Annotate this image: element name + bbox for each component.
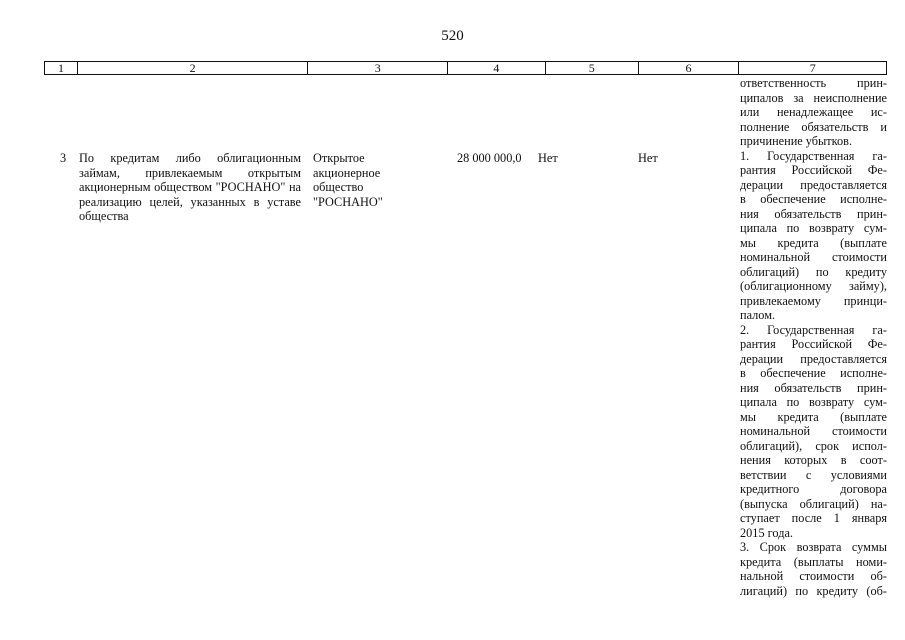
header-col-2: 2 (78, 62, 308, 74)
conditions-line: номинальной стоимости (740, 424, 887, 438)
conditions-line: ния обязательств прин- (740, 380, 887, 395)
conditions-line: ципала по возврату сум- (740, 221, 887, 235)
conditions-line: нения которых в соот- (740, 453, 887, 467)
conditions-line: (облигационному займу), (740, 279, 887, 293)
conditions-line: привлекаемому принци- (740, 293, 887, 308)
col5-value: Нет (538, 151, 558, 165)
column-number-header (44, 61, 887, 75)
conditions-line: 1. Государственная га- (740, 148, 887, 163)
conditions-line: облигаций) по кредиту (740, 264, 887, 279)
conditions-line: причинение убытков. (740, 134, 853, 148)
conditions-line: дерации предоставляется (740, 177, 887, 192)
conditions-line: ответственность прин- (740, 76, 887, 90)
header-col-1: 1 (45, 62, 78, 74)
conditions-line: ступает после 1 января (740, 511, 887, 525)
conditions-line: палом. (740, 308, 776, 322)
conditions-line: в обеспечение исполне- (740, 192, 887, 206)
conditions-line: ния обязательств прин- (740, 206, 887, 221)
col6-value: Нет (638, 151, 658, 165)
conditions-line: номинальной стоимости (740, 250, 887, 264)
conditions-line: кредитного договора (740, 482, 887, 496)
conditions-line: рантия Российской Фе- (740, 163, 887, 177)
conditions-line: нальной стоимости об- (740, 569, 887, 583)
conditions-line: (выпуска облигаций) на- (740, 496, 887, 511)
conditions-line: или ненадлежащее ис- (740, 105, 887, 119)
header-col-5: 5 (546, 62, 639, 74)
conditions-line: мы кредита (выплате (740, 235, 887, 250)
header-col-4: 4 (448, 62, 546, 74)
guarantee-purpose: По кредитам либо облигационным займам, привлекаемым открытым акционерным обществом "РОСНАНО" на реализацию целей, указанных в уставе общества (79, 151, 301, 223)
conditions-line: 3. Срок возврата суммы (740, 540, 887, 554)
header-col-6: 6 (639, 62, 740, 74)
conditions-line: кредита (выплаты номи- (740, 554, 887, 569)
page-number: 520 (441, 28, 464, 44)
conditions-line: рантия Российской Фе- (740, 337, 887, 351)
conditions-line: ципалов за неисполнение (740, 90, 887, 105)
conditions-line: дерации предоставляется (740, 351, 887, 366)
conditions-line: мы кредита (выплате (740, 409, 887, 424)
header-col-7: 7 (809, 61, 816, 75)
row-number: 3 (60, 151, 67, 165)
conditions-line: в обеспечение исполне- (740, 366, 887, 380)
conditions-line: ципала по возврату сум- (740, 395, 887, 409)
header-col-3: 3 (308, 62, 448, 74)
conditions-line: 2. Государственная га- (740, 322, 887, 337)
conditions-line: полнение обязательств и (740, 119, 887, 134)
principal-name: Открытое акционерное общество "РОСНАНО" (313, 151, 383, 209)
guarantee-amount: 28 000 000,0 (457, 151, 522, 165)
conditions-line: облигаций), срок испол- (740, 438, 887, 453)
conditions-line: 2015 года. (740, 525, 793, 540)
guarantee-conditions (740, 76, 887, 598)
conditions-line: лигаций) по кредиту (об- (740, 583, 887, 598)
conditions-line: ветствии с условиями (740, 467, 887, 482)
